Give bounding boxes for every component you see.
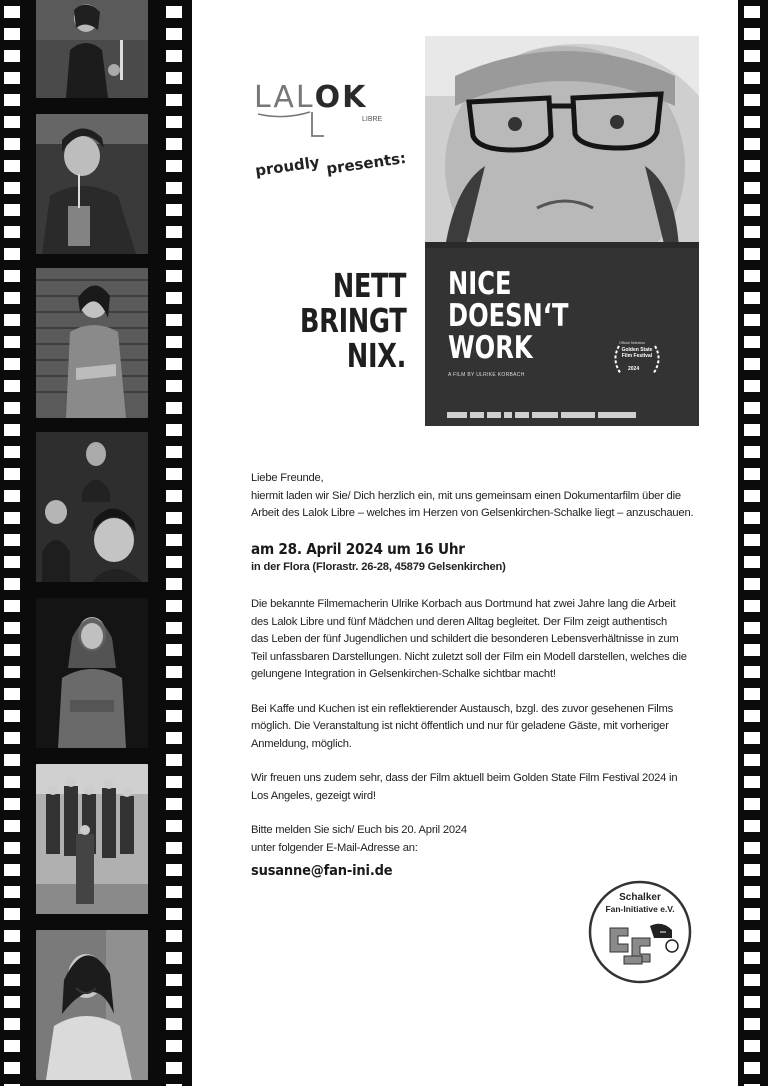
presents-word-1: proudly <box>254 152 321 180</box>
film-poster <box>425 36 699 426</box>
german-title <box>300 268 406 373</box>
fan-initiative-badge <box>588 880 692 984</box>
film-strip-right-edge <box>738 0 768 1086</box>
poster-title <box>448 268 568 364</box>
logo-swoosh-icon <box>254 110 384 140</box>
poster-title-line-1: NICE <box>448 266 512 302</box>
logo-wordmark: LALOK <box>254 80 368 115</box>
poster-title-line-2: DOESN‘T <box>448 298 569 334</box>
paragraph-1-line: Teil unfassbaren Darstellungen. Nicht zuletzt soll der Film ein Modell darstellen, welches die <box>251 650 687 663</box>
paragraph-1-line: gelungene Integration in Gelsenkirchen-Schalke sichtbar macht! <box>251 668 556 680</box>
event-date: am 28. April 2024 um 16 Uhr <box>251 539 465 558</box>
letter-greeting: Liebe Freunde, <box>251 472 324 484</box>
poster-portrait-image <box>425 36 699 248</box>
paragraph-1-line: Die bekannte Filmemacherin Ulrike Korbach aus Dortmund hat zwei Jahre lang die Arbeit <box>251 598 676 610</box>
film-frame-photo-4 <box>36 432 148 582</box>
german-title-line-3: NIX. <box>346 336 406 375</box>
film-sprocket-holes-edge <box>744 0 760 1086</box>
logo-subtitle: LIBRE <box>362 116 383 123</box>
poster-title-line-3: WORK <box>448 330 533 366</box>
film-frame-photo-3 <box>36 268 148 418</box>
sponsor-logo <box>532 412 558 418</box>
laurel-festival-name: Golden State Film Festival <box>621 347 653 359</box>
film-frame-photo-7 <box>36 930 148 1080</box>
laurel-selection: Official Selection <box>619 341 646 345</box>
film-sprocket-holes-left <box>4 0 20 1086</box>
film-frame-photo-1 <box>36 0 148 98</box>
sponsor-logo <box>447 412 467 418</box>
german-title-line-2: BRINGT <box>299 301 407 340</box>
poster-sponsor-logos <box>447 406 677 414</box>
proudly-presents <box>254 141 406 180</box>
laurel-year: 2024 <box>628 366 640 372</box>
invitation-letter <box>251 470 694 881</box>
laurel-wreath-icon <box>609 340 665 380</box>
film-frame-photo-2 <box>36 114 148 254</box>
film-strip <box>0 0 192 1086</box>
paragraph-1-line: das Leben der fünf Jugendlichen und schildert die besonderen Lebensverhältnisse in zum <box>251 633 679 645</box>
paragraph-1-line: des Lalok Libre und fünf Mädchen und deren Alltag begleitet. Der Film zeigt authentisch <box>251 615 668 628</box>
sponsor-logo <box>598 412 636 418</box>
lalok-libre-logo <box>254 80 384 140</box>
paragraph-3-line: Los Angeles, gezeigt wird! <box>251 789 376 802</box>
fan-initiative-logo-icon <box>588 880 692 984</box>
sponsor-logo <box>487 412 501 418</box>
paragraph-4-line: unter folgender E-Mail-Adresse an: <box>251 841 418 854</box>
film-sprocket-holes-right <box>166 0 182 1086</box>
film-frame-photo-6 <box>36 764 148 914</box>
paragraph-2-line: Bei Kaffe und Kuchen ist ein reflektierender Austausch, bzgl. des zuvor gesehenen Films <box>251 702 674 715</box>
sponsor-logo <box>561 412 595 418</box>
festival-laurel <box>609 340 665 380</box>
paragraph-3-line: Wir freuen uns zudem sehr, dass der Film aktuell beim Golden State Film Festival 2024 in <box>251 772 678 784</box>
badge-line-1: Schalker <box>619 892 661 903</box>
letter-intro-line-2: Arbeit des Lalok Libre – welches im Herzen von Gelsenkirchen-Schalke liegt – anzuschauen. <box>251 507 694 519</box>
film-frame-photo-5 <box>36 598 148 748</box>
poster-byline: A FILM BY ULRIKE KORBACH <box>448 372 525 378</box>
presents-word-2: presents: <box>325 148 408 178</box>
german-title-line-1: NETT <box>332 266 406 305</box>
sponsor-logo <box>470 412 484 418</box>
letter-intro-line-1: hiermit laden wir Sie/ Dich herzlich ein, mit uns gemeinsam einen Dokumentarfilm über die <box>251 489 681 502</box>
paragraph-2-line: Anmeldung, möglich. <box>251 737 352 750</box>
paragraph-4-line: Bitte melden Sie sich/ Euch bis 20. April 2024 <box>251 824 467 836</box>
sponsor-logo <box>504 412 512 418</box>
badge-line-2: Fan-Initiative e.V. <box>605 904 675 914</box>
contact-email[interactable]: susanne@fan-ini.de <box>251 863 393 879</box>
event-venue: in der Flora (Florastr. 26-28, 45879 Gelsenkirchen) <box>251 560 506 573</box>
paragraph-2-line: möglich. Die Veranstaltung ist nicht öffentlich und nur für geladene Gäste, mit vorheriger <box>251 720 669 732</box>
sponsor-logo <box>515 412 529 418</box>
